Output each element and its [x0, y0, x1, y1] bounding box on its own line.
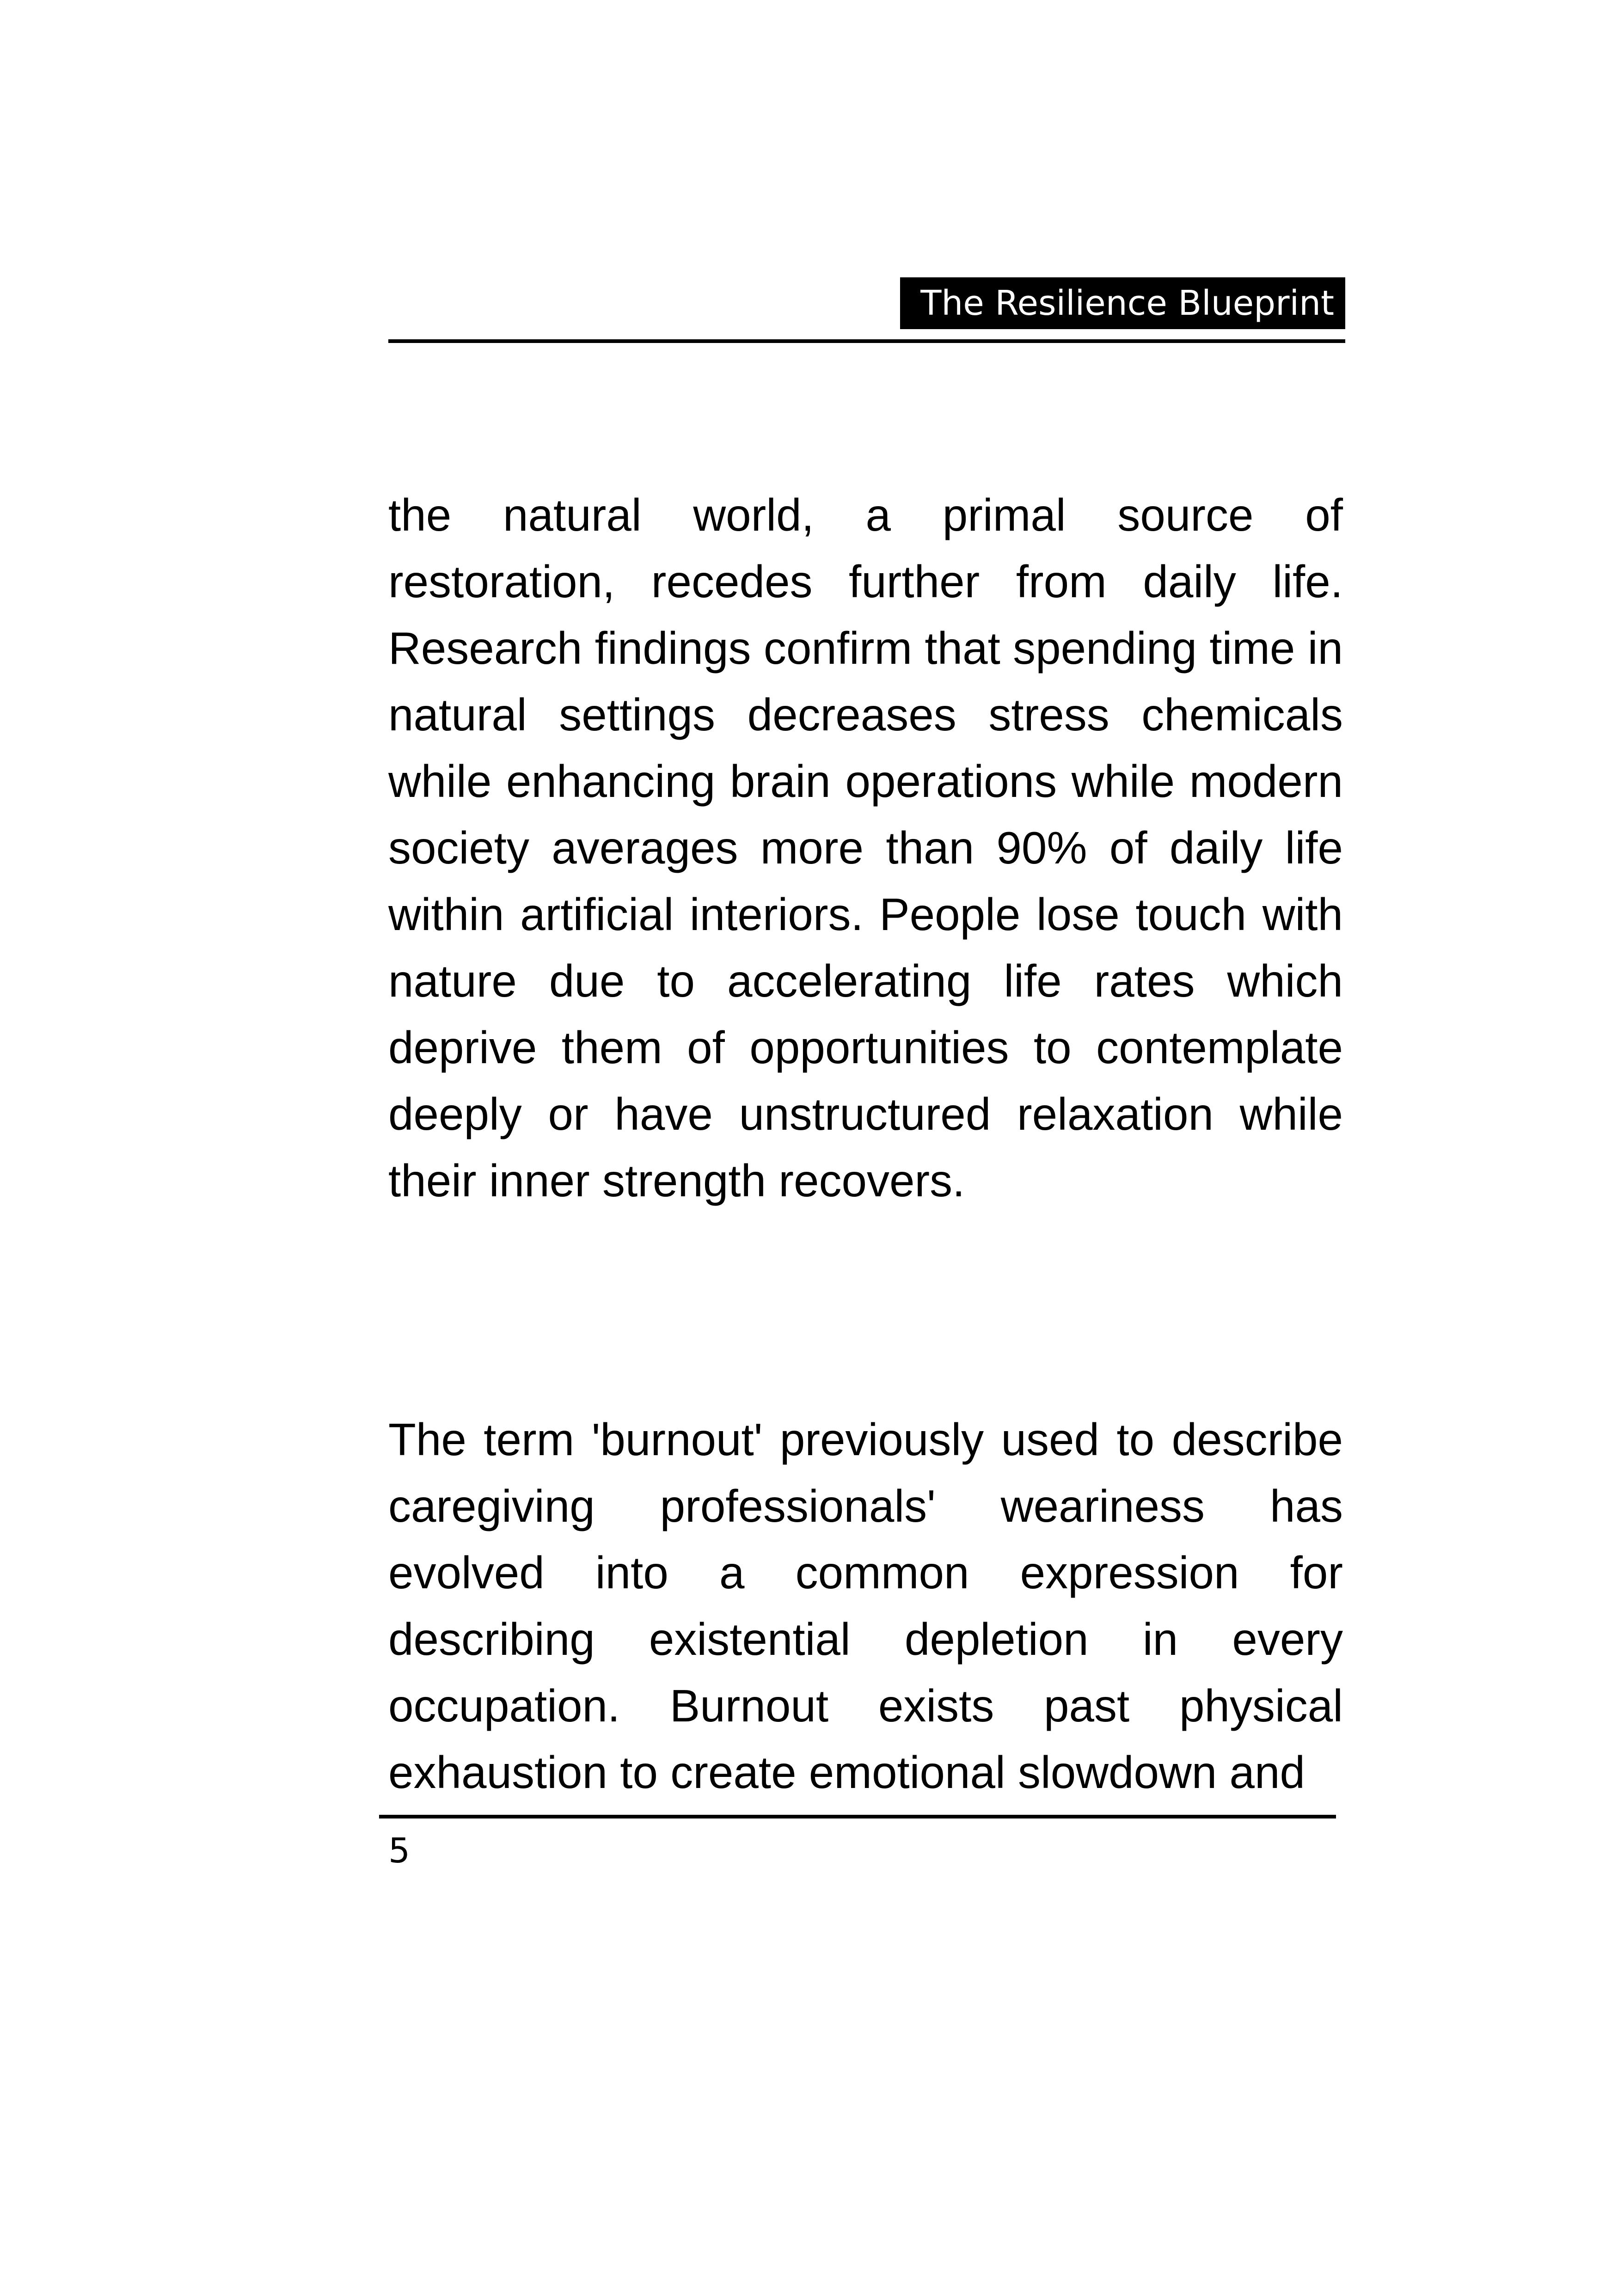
footer-rule: [379, 1815, 1336, 1818]
running-title: The Resilience Blueprint: [900, 277, 1345, 329]
paragraph-1: the natural world, a primal source of restoration, recedes further from daily life. Research findings confirm that spending time in natural settings decreases stress chemicals while enhancing brain operations while modern society averages more than 90% of daily life within artificial interiors. People lose touch with nature due to accelerating life rates which deprive them of opportunities to contemplate deeply or have unstructured relaxation while their inner strength recovers.: [388, 490, 1343, 1206]
paragraph-2: The term 'burnout' previously used to describe caregiving professionals' weariness has evolved into a common expression for describing existential depletion in every occupation. Burnout exists past physical exhaustion to create emotional slowdown and: [388, 1414, 1343, 1798]
header-rule: [388, 339, 1345, 343]
body-text: [388, 482, 1343, 1806]
page-number: 5: [388, 1831, 411, 1871]
page-header: [388, 277, 1345, 344]
